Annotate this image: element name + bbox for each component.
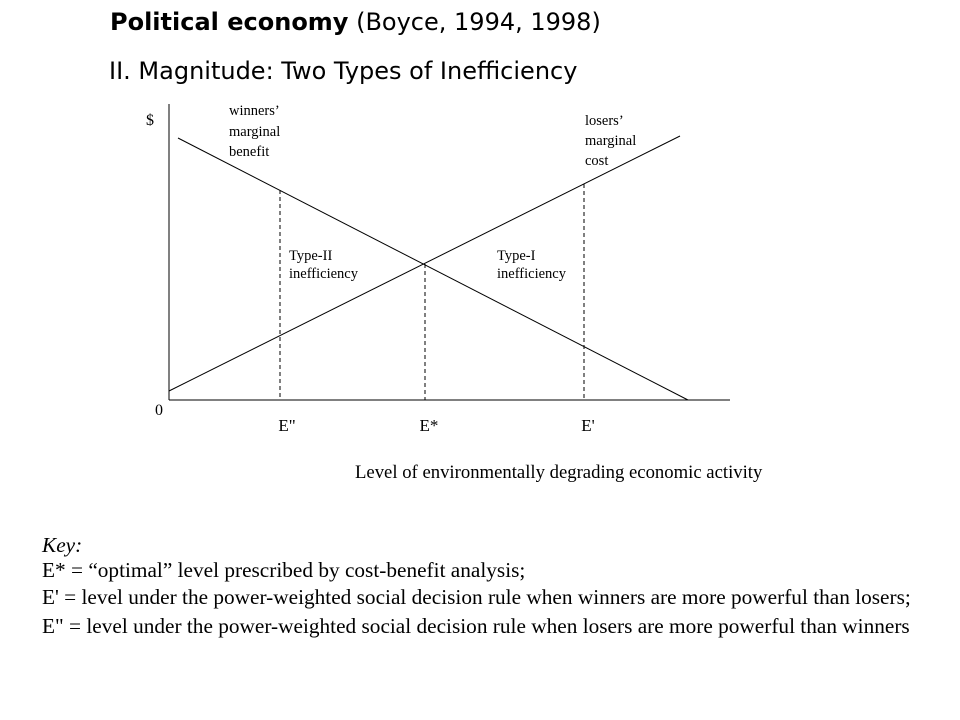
- type-i-label-line: Type-I: [497, 248, 536, 264]
- type-ii-inefficiency-label: [289, 248, 359, 282]
- type-i-inefficiency-label: [497, 248, 567, 282]
- winners-marginal-benefit-curve: [178, 138, 688, 400]
- key-entry-e-star: E* = “optimal” level prescribed by cost-benefit analysis;: [42, 558, 526, 582]
- type-ii-label-line: Type-II: [289, 248, 333, 264]
- winners-label-line: winners’: [229, 103, 280, 119]
- x-axis-label: Level of environmentally degrading economic activity: [355, 462, 763, 483]
- losers-label-line: marginal: [585, 133, 637, 149]
- slide-title-main: Political economy: [110, 8, 349, 36]
- winners-label-line: benefit: [229, 144, 270, 160]
- type-i-label-line: inefficiency: [497, 266, 566, 282]
- x-tick-e-prime: E': [581, 416, 595, 435]
- x-tick-e-double-prime: E": [278, 416, 296, 435]
- slide-title-citation: (Boyce, 1994, 1998): [356, 8, 601, 36]
- losers-marginal-cost-curve: [169, 136, 680, 391]
- key-entry-e-double-prime: E" = level under the power-weighted social decision rule when losers are more powerful than winners: [42, 614, 910, 638]
- key-heading: Key:: [42, 533, 83, 557]
- origin-label: 0: [155, 402, 163, 419]
- losers-label-line: cost: [585, 153, 609, 169]
- losers-label-line: losers’: [585, 113, 624, 129]
- key-entry-e-prime: E' = level under the power-weighted social decision rule when winners are more powerful than losers;: [42, 585, 911, 609]
- slide-subtitle: II. Magnitude: Two Types of Inefficiency: [109, 57, 578, 85]
- winners-marginal-benefit-label: [229, 103, 280, 160]
- type-ii-label-line: inefficiency: [289, 266, 358, 282]
- losers-marginal-cost-label: [585, 113, 636, 169]
- y-axis-label: $: [146, 112, 154, 129]
- slide-title: [110, 10, 601, 34]
- x-tick-e-star: E*: [419, 416, 439, 435]
- winners-label-line: marginal: [229, 124, 281, 140]
